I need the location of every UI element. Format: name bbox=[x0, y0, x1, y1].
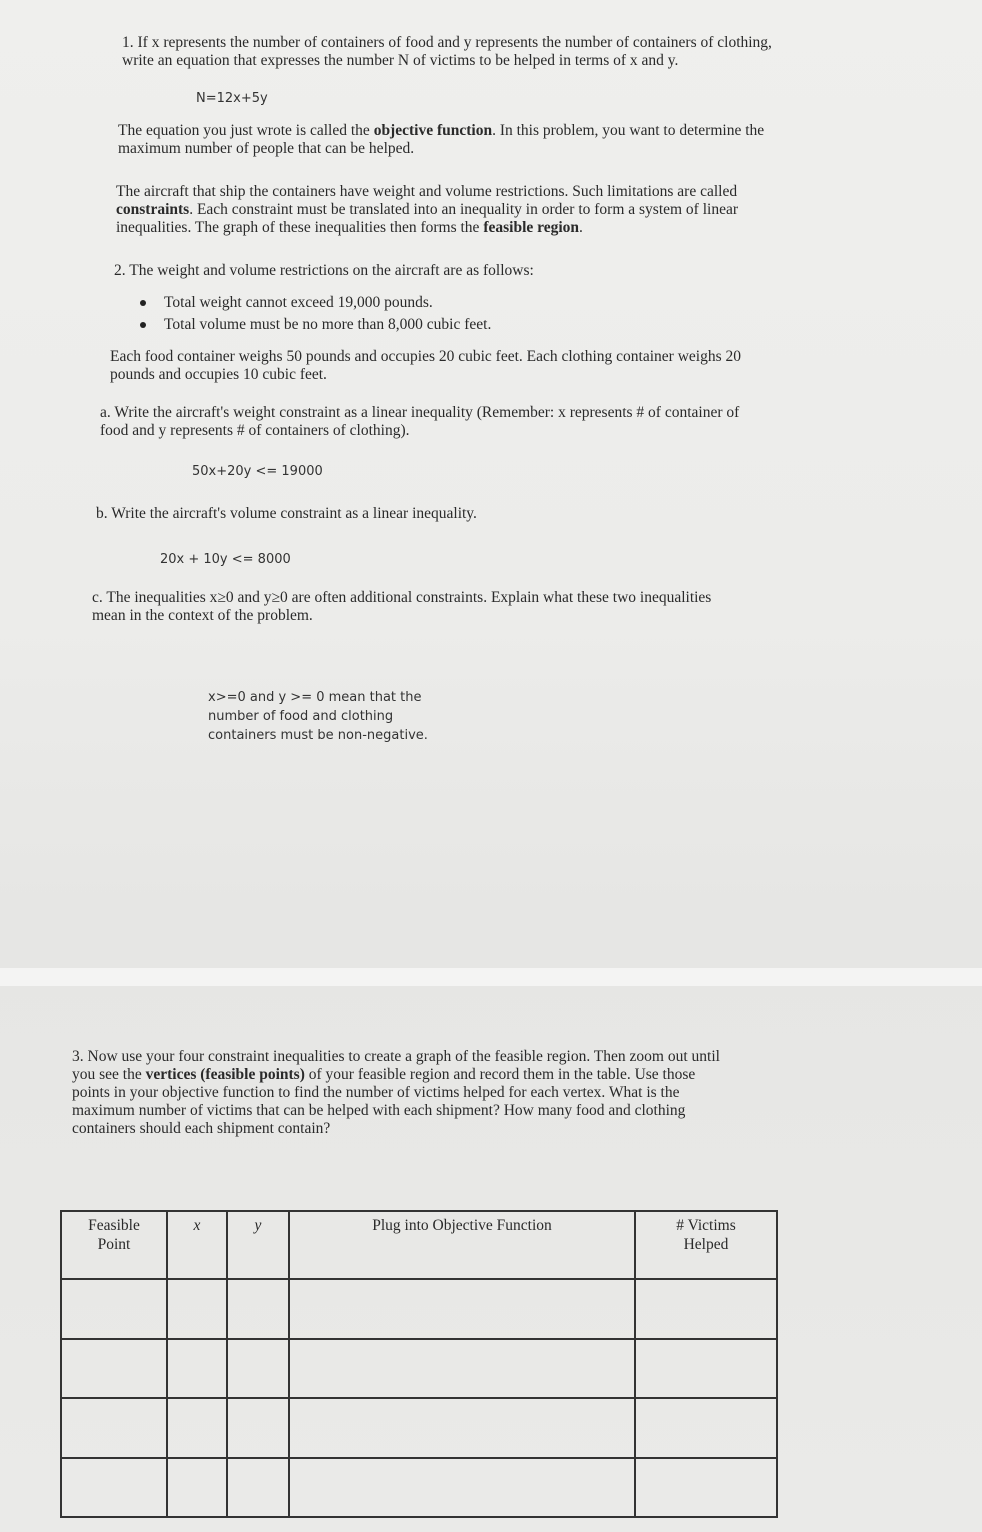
q2c-answer-line2: number of food and clothing bbox=[208, 709, 394, 724]
q2a-answer: 50x+20y <= 19000 bbox=[192, 464, 323, 479]
constraints-line3-a: inequalities. The graph of these inequalities then forms the bbox=[116, 219, 484, 236]
q2-prompt: 2. The weight and volume restrictions on the aircraft are as follows: bbox=[114, 262, 534, 279]
q2-info-line1: Each food container weighs 50 pounds and occupies 20 cubic feet. Each clothing container weighs 20 bbox=[110, 348, 741, 365]
cell-x[interactable] bbox=[167, 1279, 227, 1339]
objective-line1 bbox=[118, 122, 878, 140]
cell-plug[interactable] bbox=[289, 1279, 635, 1339]
q2b-answer: 20x + 10y <= 8000 bbox=[160, 552, 291, 567]
header-x-label: x bbox=[193, 1217, 201, 1234]
q2c-answer-line1: x>=0 and y >= 0 mean that the bbox=[208, 690, 422, 705]
header-y bbox=[227, 1211, 289, 1279]
q2c-answer-line3: containers must be non-negative. bbox=[208, 728, 428, 743]
q2a-prompt-line1: a. Write the aircraft's weight constraint as a linear inequality (Remember: x represents # of container of bbox=[100, 404, 740, 421]
q1-prompt-line1: 1. If x represents the number of containers of food and y represents the number of containers of clothing, bbox=[122, 34, 772, 51]
q3-line3: points in your objective function to find the number of victims helped for each vertex. What is the bbox=[72, 1084, 680, 1101]
q2-info-line2: pounds and occupies 10 cubic feet. bbox=[110, 366, 327, 383]
objective-line2: maximum number of people that can be helped. bbox=[118, 140, 415, 157]
cell-victims[interactable] bbox=[635, 1279, 777, 1339]
q1-answer: N=12x+5y bbox=[196, 91, 268, 106]
cell-point[interactable] bbox=[61, 1458, 167, 1518]
q3-line2-a: you see the bbox=[72, 1066, 146, 1083]
constraints-line2-rest: . Each constraint must be translated into an inequality in order to form a system of linear bbox=[189, 201, 739, 218]
header-feasible-point-line2: Point bbox=[97, 1236, 131, 1253]
constraints-line1: The aircraft that ship the containers have weight and volume restrictions. Such limitations are called bbox=[116, 183, 738, 200]
objective-paragraph bbox=[118, 122, 878, 158]
table-row bbox=[61, 1458, 777, 1518]
cell-point[interactable] bbox=[61, 1398, 167, 1458]
q1-prompt bbox=[122, 34, 882, 70]
objective-text-a: The equation you just wrote is called the bbox=[118, 122, 374, 139]
bullet-weight-limit: Total weight cannot exceed 19,000 pounds. bbox=[138, 294, 738, 312]
objective-text-b: . In this problem, you want to determine the bbox=[492, 122, 765, 139]
table-row bbox=[61, 1339, 777, 1399]
cell-x[interactable] bbox=[167, 1339, 227, 1399]
objective-term: objective function bbox=[373, 122, 493, 139]
bullet-volume-limit: Total volume must be no more than 8,000 cubic feet. bbox=[138, 316, 738, 334]
header-victims-line1: # Victims bbox=[676, 1217, 736, 1234]
cell-plug[interactable] bbox=[289, 1458, 635, 1518]
cell-y[interactable] bbox=[227, 1398, 289, 1458]
cell-victims[interactable] bbox=[635, 1398, 777, 1458]
cell-victims[interactable] bbox=[635, 1458, 777, 1518]
header-victims-helped bbox=[635, 1211, 777, 1279]
cell-plug[interactable] bbox=[289, 1398, 635, 1458]
q2-bullet-list bbox=[138, 294, 738, 338]
table-header-row bbox=[61, 1211, 777, 1279]
constraints-term: constraints bbox=[116, 201, 190, 218]
q3-line5: containers should each shipment contain? bbox=[72, 1120, 331, 1137]
q2a-prompt-line2: food and y represents # of containers of clothing). bbox=[100, 422, 410, 439]
cell-y[interactable] bbox=[227, 1458, 289, 1518]
constraints-line3-b: . bbox=[579, 219, 583, 236]
q3-line4: maximum number of victims that can be helped with each shipment? How many food and clothing bbox=[72, 1102, 686, 1119]
vertices-term: vertices (feasible points) bbox=[145, 1066, 305, 1083]
cell-x[interactable] bbox=[167, 1458, 227, 1518]
header-feasible-point bbox=[61, 1211, 167, 1279]
table-row bbox=[61, 1279, 777, 1339]
q3-line2-b: of your feasible region and record them in the table. Use those bbox=[304, 1066, 696, 1083]
q2b-prompt: b. Write the aircraft's volume constraint as a linear inequality. bbox=[96, 505, 477, 522]
q3-prompt bbox=[72, 1048, 862, 1138]
q1-prompt-line2: write an equation that expresses the number N of victims to be helped in terms of x and y. bbox=[122, 52, 679, 69]
q2a-prompt bbox=[100, 404, 890, 440]
q3-line2 bbox=[72, 1066, 862, 1084]
table-row bbox=[61, 1398, 777, 1458]
header-y-label: y bbox=[254, 1217, 262, 1234]
constraints-paragraph bbox=[116, 183, 876, 237]
constraints-line3 bbox=[116, 219, 876, 237]
q3-line1: 3. Now use your four constraint inequalities to create a graph of the feasible region. Then zoom out until bbox=[72, 1048, 720, 1065]
cell-point[interactable] bbox=[61, 1339, 167, 1399]
q2c-answer bbox=[208, 688, 508, 745]
feasible-points-table bbox=[60, 1210, 778, 1518]
cell-point[interactable] bbox=[61, 1279, 167, 1339]
feasible-region-term: feasible region bbox=[483, 219, 580, 236]
cell-victims[interactable] bbox=[635, 1339, 777, 1399]
constraints-line2 bbox=[116, 201, 876, 219]
q2c-prompt-line2: mean in the context of the problem. bbox=[92, 607, 313, 624]
cell-plug[interactable] bbox=[289, 1339, 635, 1399]
header-plug-objective: Plug into Objective Function bbox=[289, 1211, 635, 1279]
header-feasible-point-line1: Feasible bbox=[88, 1217, 140, 1234]
cell-x[interactable] bbox=[167, 1398, 227, 1458]
q2-info bbox=[110, 348, 880, 384]
page-gap bbox=[0, 968, 982, 986]
header-victims-line2: Helped bbox=[683, 1236, 729, 1253]
cell-y[interactable] bbox=[227, 1279, 289, 1339]
header-x bbox=[167, 1211, 227, 1279]
q2c-prompt bbox=[92, 589, 892, 625]
cell-y[interactable] bbox=[227, 1339, 289, 1399]
q2c-prompt-line1: c. The inequalities x≥0 and y≥0 are often additional constraints. Explain what these two inequalities bbox=[92, 589, 712, 606]
